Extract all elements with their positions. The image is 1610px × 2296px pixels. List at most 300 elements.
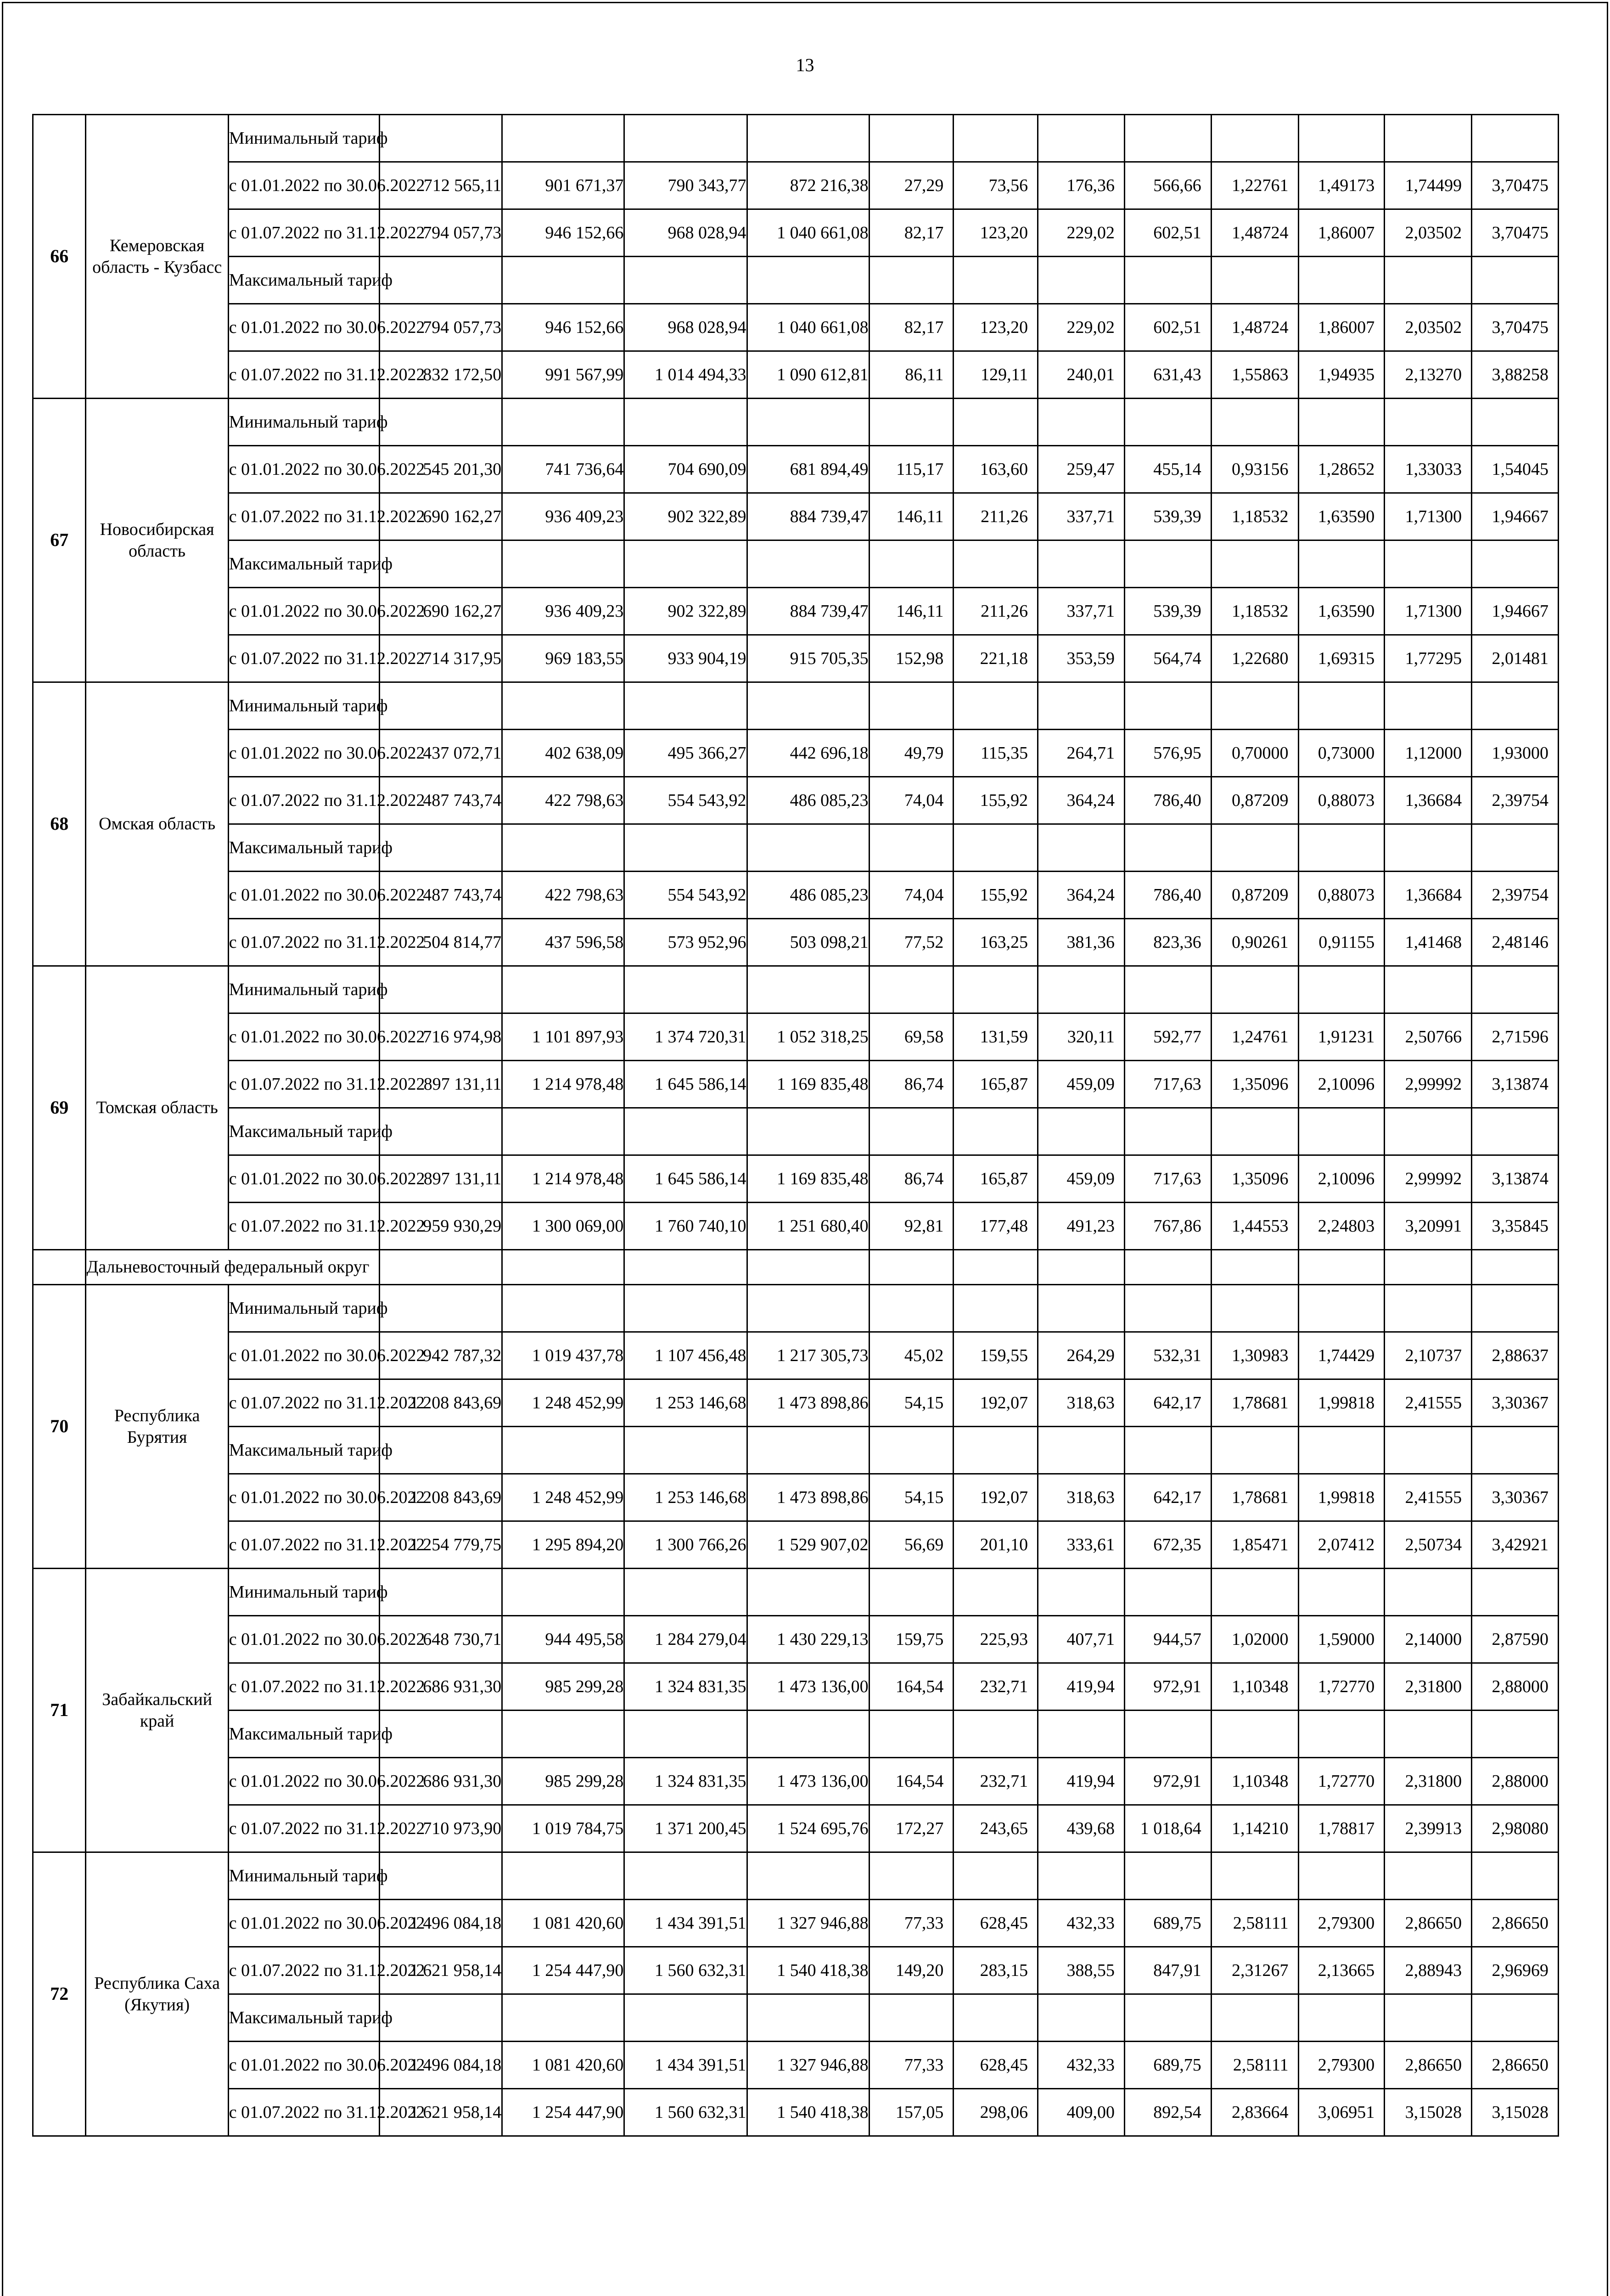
tariff-period-label: с 01.01.2022 по 30.06.2022 [228, 162, 379, 209]
tariff-value-cell [954, 1108, 1038, 1155]
tariff-value-cell: 155,92 [954, 872, 1038, 919]
table-row [33, 1285, 1559, 1332]
tariff-value-cell [869, 115, 954, 162]
tariff-value-cell [502, 1994, 624, 2042]
tariff-value-cell: 1,36684 [1385, 777, 1472, 824]
tariff-value-cell [747, 1994, 869, 2042]
tariff-value-cell: 915 705,35 [747, 635, 869, 682]
tariff-value-cell: 92,81 [869, 1203, 954, 1250]
tariff-value-cell: 901 671,37 [502, 162, 624, 209]
tariff-value-cell [380, 824, 502, 872]
tariff-period-label: Минимальный тариф [228, 966, 379, 1013]
tariff-value-cell: 123,20 [954, 304, 1038, 351]
tariff-value-cell [1211, 682, 1298, 730]
tariff-value-cell: 2,50766 [1385, 1013, 1472, 1061]
tariff-value-cell [1385, 1852, 1472, 1900]
tariff-value-cell [1038, 1285, 1125, 1332]
tariff-value-cell [1038, 257, 1125, 304]
tariff-value-cell: 73,56 [954, 162, 1038, 209]
tariff-value-cell: 192,07 [954, 1379, 1038, 1427]
empty-cell [624, 1250, 747, 1285]
tariff-value-cell: 1 434 391,51 [624, 1900, 747, 1947]
tariff-value-cell: 1 254 447,90 [502, 1947, 624, 1994]
tariff-value-cell [1472, 1852, 1559, 1900]
tariff-value-cell: 1,94667 [1472, 588, 1559, 635]
table-row [33, 919, 1559, 966]
tariff-value-cell [747, 1285, 869, 1332]
tariff-value-cell [1385, 966, 1472, 1013]
tariff-value-cell [1124, 1108, 1211, 1155]
tariff-value-cell: 1 169 835,48 [747, 1061, 869, 1108]
tariff-value-cell: 1 253 146,68 [624, 1474, 747, 1521]
tariff-value-cell [869, 1711, 954, 1758]
tariff-value-cell: 1,28652 [1298, 446, 1385, 493]
tariff-value-cell: 503 098,21 [747, 919, 869, 966]
tariff-value-cell: 884 739,47 [747, 493, 869, 540]
tariff-value-cell: 532,31 [1124, 1332, 1211, 1379]
tariff-value-cell: 56,69 [869, 1521, 954, 1569]
tariff-value-cell [1385, 257, 1472, 304]
tariff-value-cell: 642,17 [1124, 1379, 1211, 1427]
tariff-value-cell: 1,63590 [1298, 493, 1385, 540]
tariff-value-cell [954, 1994, 1038, 2042]
tariff-value-cell: 74,04 [869, 872, 954, 919]
tariff-value-cell: 566,66 [1124, 162, 1211, 209]
tariff-value-cell [380, 399, 502, 446]
tariff-value-cell [502, 399, 624, 446]
table-row [33, 1805, 1559, 1852]
tariff-value-cell: 794 057,73 [380, 209, 502, 257]
tariff-value-cell [747, 966, 869, 1013]
tariff-value-cell [1038, 399, 1125, 446]
tariff-value-cell [380, 1427, 502, 1474]
table-row [33, 257, 1559, 304]
tariff-value-cell [380, 966, 502, 1013]
tariff-period-label: с 01.07.2022 по 31.12.2022 [228, 1947, 379, 1994]
tariff-value-cell [624, 257, 747, 304]
tariff-value-cell: 681 894,49 [747, 446, 869, 493]
tariff-value-cell [624, 1852, 747, 1900]
region-number: 71 [33, 1569, 86, 1852]
tariff-period-label: с 01.01.2022 по 30.06.2022 [228, 1900, 379, 1947]
table-row [33, 1758, 1559, 1805]
tariff-value-cell: 2,10096 [1298, 1155, 1385, 1203]
tariff-value-cell: 1,33033 [1385, 446, 1472, 493]
tariff-value-cell: 2,07412 [1298, 1521, 1385, 1569]
tariff-value-cell [1298, 824, 1385, 872]
tariff-value-cell: 959 930,29 [380, 1203, 502, 1250]
tariff-table-body [33, 115, 1559, 2136]
tariff-value-cell: 86,74 [869, 1061, 954, 1108]
tariff-value-cell: 259,47 [1038, 446, 1125, 493]
tariff-value-cell: 686 931,30 [380, 1663, 502, 1711]
tariff-value-cell: 123,20 [954, 209, 1038, 257]
tariff-period-label: Максимальный тариф [228, 540, 379, 588]
tariff-value-cell: 648 730,71 [380, 1616, 502, 1663]
tariff-value-cell [502, 1569, 624, 1616]
tariff-value-cell: 129,11 [954, 351, 1038, 399]
tariff-value-cell [1298, 399, 1385, 446]
tariff-value-cell: 1 107 456,48 [624, 1332, 747, 1379]
table-row [33, 493, 1559, 540]
tariff-value-cell: 1,35096 [1211, 1155, 1298, 1203]
tariff-value-cell [1298, 1427, 1385, 1474]
tariff-value-cell: 892,54 [1124, 2089, 1211, 2136]
tariff-value-cell: 2,31800 [1385, 1758, 1472, 1805]
tariff-value-cell [1472, 1711, 1559, 1758]
tariff-value-cell: 2,83664 [1211, 2089, 1298, 2136]
tariff-value-cell: 902 322,89 [624, 588, 747, 635]
tariff-value-cell: 2,86650 [1385, 1900, 1472, 1947]
tariff-value-cell: 486 085,23 [747, 777, 869, 824]
tariff-value-cell [869, 540, 954, 588]
tariff-value-cell: 592,77 [1124, 1013, 1211, 1061]
tariff-value-cell: 786,40 [1124, 777, 1211, 824]
empty-cell [1038, 1250, 1125, 1285]
tariff-value-cell: 1,12000 [1385, 730, 1472, 777]
table-row [33, 966, 1559, 1013]
tariff-value-cell: 298,06 [954, 2089, 1038, 2136]
tariff-value-cell: 77,52 [869, 919, 954, 966]
tariff-value-cell: 897 131,11 [380, 1061, 502, 1108]
tariff-period-label: Минимальный тариф [228, 1569, 379, 1616]
tariff-value-cell [380, 1108, 502, 1155]
tariff-value-cell [1038, 1711, 1125, 1758]
tariff-value-cell: 495 366,27 [624, 730, 747, 777]
table-row [33, 2042, 1559, 2089]
tariff-value-cell: 1 248 452,99 [502, 1474, 624, 1521]
tariff-value-cell: 1,55863 [1211, 351, 1298, 399]
tariff-value-cell [954, 257, 1038, 304]
tariff-value-cell: 2,86650 [1472, 1900, 1559, 1947]
tariff-value-cell: 2,39913 [1385, 1805, 1472, 1852]
tariff-value-cell [1038, 1569, 1125, 1616]
tariff-value-cell: 1 081 420,60 [502, 2042, 624, 2089]
tariff-value-cell [869, 1427, 954, 1474]
table-row [33, 1616, 1559, 1663]
tariff-period-label: с 01.07.2022 по 31.12.2022 [228, 777, 379, 824]
tariff-value-cell [1298, 1569, 1385, 1616]
tariff-value-cell [869, 1108, 954, 1155]
tariff-value-cell: 115,17 [869, 446, 954, 493]
tariff-value-cell [954, 1711, 1038, 1758]
tariff-value-cell [1472, 966, 1559, 1013]
tariff-value-cell: 232,71 [954, 1758, 1038, 1805]
tariff-value-cell [869, 682, 954, 730]
tariff-value-cell: 211,26 [954, 493, 1038, 540]
tariff-value-cell: 554 543,92 [624, 777, 747, 824]
tariff-value-cell [1211, 1711, 1298, 1758]
tariff-value-cell: 1,71300 [1385, 493, 1472, 540]
table-row [33, 1521, 1559, 1569]
table-row [33, 399, 1559, 446]
table-row [33, 777, 1559, 824]
tariff-period-label: с 01.07.2022 по 31.12.2022 [228, 1061, 379, 1108]
region-name: Республика Саха (Якутия) [86, 1852, 228, 2136]
tariff-period-label: с 01.01.2022 по 30.06.2022 [228, 1616, 379, 1663]
tariff-value-cell: 2,31800 [1385, 1663, 1472, 1711]
tariff-value-cell [1385, 399, 1472, 446]
tariff-value-cell [1385, 1108, 1472, 1155]
tariff-value-cell [502, 1711, 624, 1758]
tariff-period-label: с 01.01.2022 по 30.06.2022 [228, 588, 379, 635]
tariff-value-cell: 455,14 [1124, 446, 1211, 493]
tariff-value-cell: 1,72770 [1298, 1663, 1385, 1711]
tariff-value-cell: 968 028,94 [624, 304, 747, 351]
tariff-value-cell: 1,48724 [1211, 304, 1298, 351]
tariff-value-cell: 1 645 586,14 [624, 1061, 747, 1108]
tariff-value-cell: 1,93000 [1472, 730, 1559, 777]
tariff-value-cell [1472, 1427, 1559, 1474]
tariff-value-cell: 717,63 [1124, 1155, 1211, 1203]
tariff-value-cell: 1,78681 [1211, 1379, 1298, 1427]
tariff-value-cell: 419,94 [1038, 1758, 1125, 1805]
tariff-value-cell: 0,87209 [1211, 777, 1298, 824]
tariff-value-cell: 936 409,23 [502, 493, 624, 540]
tariff-value-cell: 1,44553 [1211, 1203, 1298, 1250]
tariff-value-cell [624, 399, 747, 446]
table-row [33, 540, 1559, 588]
tariff-value-cell: 2,13270 [1385, 351, 1472, 399]
tariff-value-cell: 165,87 [954, 1061, 1038, 1108]
tariff-value-cell: 240,01 [1038, 351, 1125, 399]
tariff-value-cell [1038, 115, 1125, 162]
tariff-value-cell: 2,31267 [1211, 1947, 1298, 1994]
tariff-value-cell: 0,93156 [1211, 446, 1298, 493]
tariff-period-label: с 01.07.2022 по 31.12.2022 [228, 351, 379, 399]
tariff-value-cell: 1,30983 [1211, 1332, 1298, 1379]
tariff-period-label: с 01.01.2022 по 30.06.2022 [228, 730, 379, 777]
tariff-period-label: с 01.07.2022 по 31.12.2022 [228, 1379, 379, 1427]
tariff-value-cell [1385, 1285, 1472, 1332]
table-row [33, 209, 1559, 257]
tariff-period-label: Максимальный тариф [228, 1427, 379, 1474]
tariff-period-label: с 01.01.2022 по 30.06.2022 [228, 872, 379, 919]
tariff-value-cell [747, 824, 869, 872]
tariff-value-cell [747, 682, 869, 730]
tariff-value-cell: 3,70475 [1472, 162, 1559, 209]
table-row [33, 1994, 1559, 2042]
tariff-value-cell: 1 295 894,20 [502, 1521, 624, 1569]
tariff-value-cell: 1,18532 [1211, 588, 1298, 635]
tariff-value-cell: 790 343,77 [624, 162, 747, 209]
tariff-value-cell [1385, 824, 1472, 872]
tariff-value-cell: 3,70475 [1472, 209, 1559, 257]
tariff-value-cell: 1,71300 [1385, 588, 1472, 635]
tariff-value-cell [502, 824, 624, 872]
tariff-value-cell: 82,17 [869, 304, 954, 351]
tariff-value-cell: 1,22761 [1211, 162, 1298, 209]
tariff-value-cell: 3,15028 [1385, 2089, 1472, 2136]
tariff-value-cell: 2,03502 [1385, 304, 1472, 351]
tariff-value-cell: 1 284 279,04 [624, 1616, 747, 1663]
tariff-value-cell: 1 560 632,31 [624, 1947, 747, 1994]
district-title: Дальневосточный федеральный округ [86, 1250, 380, 1285]
tariff-period-label: Минимальный тариф [228, 1285, 379, 1332]
tariff-period-label: Максимальный тариф [228, 257, 379, 304]
tariff-value-cell: 0,73000 [1298, 730, 1385, 777]
tariff-value-cell [954, 1285, 1038, 1332]
tariff-value-cell: 716 974,98 [380, 1013, 502, 1061]
tariff-value-cell: 1 560 632,31 [624, 2089, 747, 2136]
table-row [33, 682, 1559, 730]
tariff-value-cell: 1 040 661,08 [747, 304, 869, 351]
tariff-value-cell: 642,17 [1124, 1474, 1211, 1521]
tariff-value-cell: 2,87590 [1472, 1616, 1559, 1663]
tariff-value-cell: 0,70000 [1211, 730, 1298, 777]
tariff-value-cell: 1 371 200,45 [624, 1805, 747, 1852]
tariff-value-cell [954, 966, 1038, 1013]
tariff-value-cell [1124, 824, 1211, 872]
tariff-period-label: с 01.01.2022 по 30.06.2022 [228, 1332, 379, 1379]
table-row [33, 1332, 1559, 1379]
tariff-value-cell: 985 299,28 [502, 1663, 624, 1711]
tariff-value-cell: 164,54 [869, 1663, 954, 1711]
tariff-value-cell: 872 216,38 [747, 162, 869, 209]
tariff-period-label: с 01.07.2022 по 31.12.2022 [228, 1805, 379, 1852]
tariff-value-cell: 1 214 978,48 [502, 1061, 624, 1108]
region-name: Новосибирская область [86, 399, 228, 682]
region-name: Республика Бурятия [86, 1285, 228, 1569]
tariff-period-label: с 01.07.2022 по 31.12.2022 [228, 1521, 379, 1569]
tariff-value-cell [1038, 1994, 1125, 2042]
tariff-value-cell [1124, 399, 1211, 446]
tariff-value-cell [747, 1852, 869, 1900]
tariff-value-cell: 2,41555 [1385, 1474, 1472, 1521]
tariff-value-cell [747, 115, 869, 162]
tariff-value-cell [1211, 1285, 1298, 1332]
tariff-value-cell: 54,15 [869, 1474, 954, 1521]
tariff-value-cell: 847,91 [1124, 1947, 1211, 1994]
tariff-value-cell [1298, 1108, 1385, 1155]
tariff-value-cell [1124, 1711, 1211, 1758]
tariff-value-cell: 115,35 [954, 730, 1038, 777]
tariff-value-cell: 741 736,64 [502, 446, 624, 493]
tariff-value-cell: 944 495,58 [502, 1616, 624, 1663]
tariff-value-cell: 3,88258 [1472, 351, 1559, 399]
tariff-period-label: Максимальный тариф [228, 1711, 379, 1758]
tariff-value-cell: 2,88000 [1472, 1663, 1559, 1711]
region-name: Томская область [86, 966, 228, 1250]
district-header-row [33, 1250, 1559, 1285]
tariff-period-label: с 01.01.2022 по 30.06.2022 [228, 304, 379, 351]
tariff-value-cell: 689,75 [1124, 1900, 1211, 1947]
tariff-value-cell: 672,35 [1124, 1521, 1211, 1569]
tariff-value-cell [869, 399, 954, 446]
tariff-value-cell: 968 028,94 [624, 209, 747, 257]
tariff-value-cell: 49,79 [869, 730, 954, 777]
tariff-value-cell [624, 1711, 747, 1758]
tariff-value-cell: 832 172,50 [380, 351, 502, 399]
empty-cell [1298, 1250, 1385, 1285]
tariff-value-cell: 1 217 305,73 [747, 1332, 869, 1379]
tariff-value-cell: 2,39754 [1472, 777, 1559, 824]
tariff-value-cell: 432,33 [1038, 1900, 1125, 1947]
table-row [33, 1427, 1559, 1474]
tariff-value-cell: 2,24803 [1298, 1203, 1385, 1250]
tariff-value-cell: 554 543,92 [624, 872, 747, 919]
tariff-value-cell: 1,72770 [1298, 1758, 1385, 1805]
tariff-value-cell [502, 540, 624, 588]
tariff-period-label: с 01.01.2022 по 30.06.2022 [228, 1155, 379, 1203]
district-number-cell [33, 1250, 86, 1285]
tariff-value-cell [1038, 966, 1125, 1013]
empty-cell [502, 1250, 624, 1285]
tariff-value-cell: 1 208 843,69 [380, 1379, 502, 1427]
tariff-value-cell [380, 1994, 502, 2042]
tariff-value-cell: 1,59000 [1298, 1616, 1385, 1663]
tariff-value-cell: 221,18 [954, 635, 1038, 682]
tariff-value-cell: 2,88637 [1472, 1332, 1559, 1379]
tariff-value-cell: 564,74 [1124, 635, 1211, 682]
tariff-value-cell [869, 257, 954, 304]
tariff-value-cell [1472, 1994, 1559, 2042]
table-row [33, 1663, 1559, 1711]
tariff-value-cell [1298, 966, 1385, 1013]
empty-cell [1472, 1250, 1559, 1285]
tariff-value-cell: 1,22680 [1211, 635, 1298, 682]
tariff-value-cell: 1 324 831,35 [624, 1663, 747, 1711]
tariff-value-cell: 3,30367 [1472, 1379, 1559, 1427]
tariff-value-cell: 229,02 [1038, 209, 1125, 257]
tariff-value-cell: 364,24 [1038, 872, 1125, 919]
tariff-value-cell [954, 115, 1038, 162]
region-number: 69 [33, 966, 86, 1250]
empty-cell [1385, 1250, 1472, 1285]
tariff-value-cell: 1 081 420,60 [502, 1900, 624, 1947]
tariff-value-cell: 283,15 [954, 1947, 1038, 1994]
tariff-value-cell: 364,24 [1038, 777, 1125, 824]
tariff-value-cell: 0,91155 [1298, 919, 1385, 966]
page-number: 13 [796, 55, 814, 75]
tariff-value-cell: 318,63 [1038, 1379, 1125, 1427]
tariff-value-cell: 3,42921 [1472, 1521, 1559, 1569]
tariff-value-cell [747, 399, 869, 446]
empty-cell [380, 1250, 502, 1285]
tariff-value-cell: 1 374 720,31 [624, 1013, 747, 1061]
tariff-value-cell [869, 824, 954, 872]
tariff-value-cell [1298, 1852, 1385, 1900]
table-row [33, 1013, 1559, 1061]
tariff-value-cell [1211, 257, 1298, 304]
tariff-period-label: Минимальный тариф [228, 1852, 379, 1900]
tariff-value-cell: 2,48146 [1472, 919, 1559, 966]
tariff-value-cell [1472, 824, 1559, 872]
tariff-period-label: Минимальный тариф [228, 399, 379, 446]
tariff-value-cell [1211, 115, 1298, 162]
tariff-value-cell [1298, 1994, 1385, 2042]
tariff-value-cell [869, 1285, 954, 1332]
tariff-value-cell [1298, 115, 1385, 162]
tariff-value-cell [624, 1108, 747, 1155]
table-row [33, 2089, 1559, 2136]
tariff-value-cell: 0,88073 [1298, 777, 1385, 824]
tariff-value-cell [502, 257, 624, 304]
tariff-value-cell: 3,20991 [1385, 1203, 1472, 1250]
region-number: 72 [33, 1852, 86, 2136]
tariff-value-cell: 1 760 740,10 [624, 1203, 747, 1250]
tariff-value-cell: 573 952,96 [624, 919, 747, 966]
tariff-value-cell: 972,91 [1124, 1758, 1211, 1805]
tariff-period-label: с 01.07.2022 по 31.12.2022 [228, 1663, 379, 1711]
tariff-value-cell [1038, 1108, 1125, 1155]
tariff-value-cell: 333,61 [1038, 1521, 1125, 1569]
tariff-period-label: Минимальный тариф [228, 115, 379, 162]
tariff-value-cell [624, 824, 747, 872]
tariff-value-cell: 2,96969 [1472, 1947, 1559, 1994]
tariff-value-cell: 1 540 418,38 [747, 2089, 869, 2136]
tariff-value-cell [954, 1427, 1038, 1474]
